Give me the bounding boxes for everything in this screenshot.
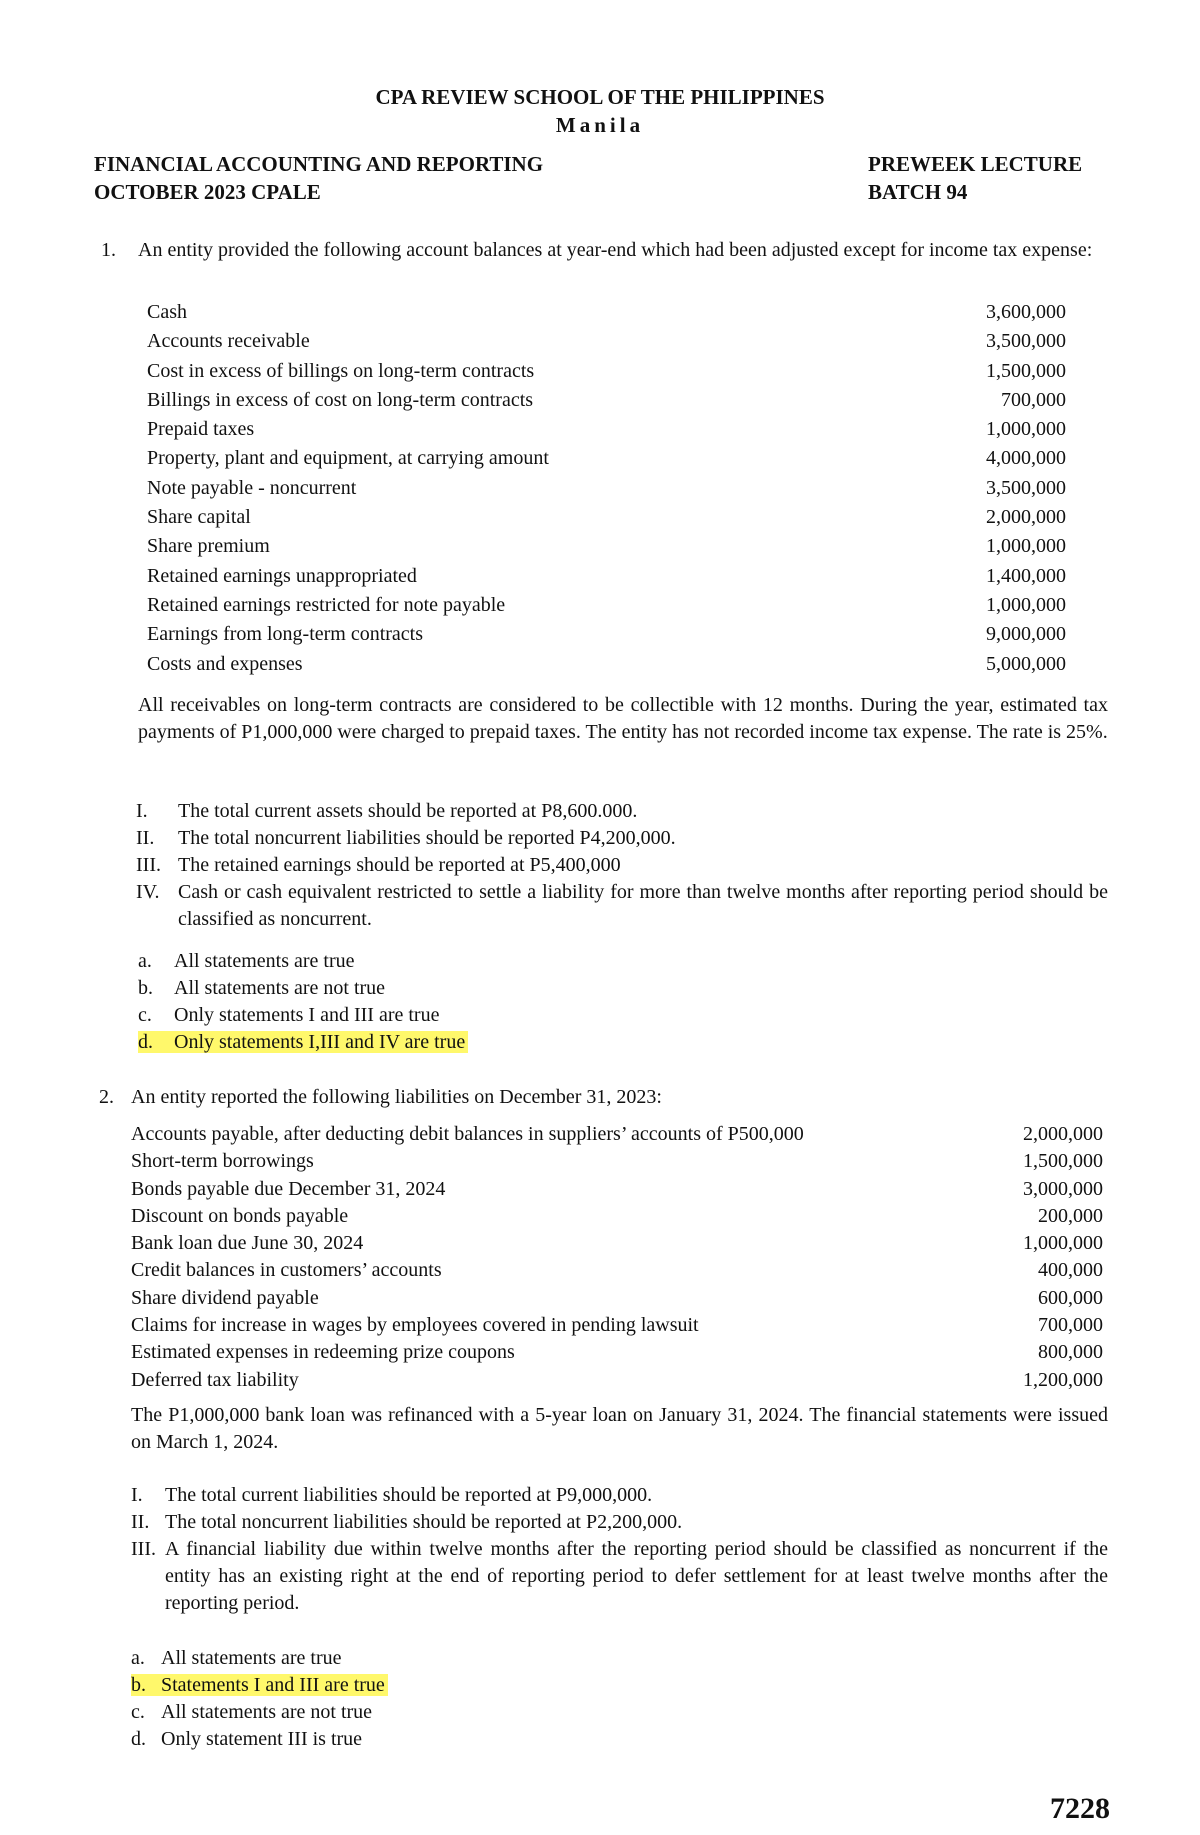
statement-roman: II. [136, 827, 155, 849]
statement-text: The total noncurrent liabilities should be reported at P2,200,000. [165, 1511, 683, 1533]
liability-label: Accounts payable, after deducting debit balances in suppliers’ accounts of P500,000 [131, 1123, 804, 1145]
table-row [147, 591, 1066, 620]
statement-text: The retained earnings should be reported at P5,400,000 [178, 854, 621, 876]
account-amount: 5,000,000 [986, 652, 1066, 675]
account-label: Property, plant and equipment, at carrying amount [147, 447, 549, 470]
liability-amount: 1,000,000 [1023, 1232, 1103, 1255]
subject-title: FINANCIAL ACCOUNTING AND REPORTING [94, 152, 544, 176]
answer-highlight [131, 1674, 388, 1696]
choice-letter: a. [138, 950, 152, 972]
liability-label: Bonds payable due December 31, 2024 [131, 1177, 446, 1200]
choice-text: Only statements I,III and IV are true [174, 1031, 466, 1053]
table-row [147, 415, 1066, 444]
q2-choices [131, 1645, 388, 1753]
choice-text: All statements are true [161, 1647, 342, 1669]
account-label: Note payable - noncurrent [147, 476, 357, 499]
q2-intro: An entity reported the following liabilities on December 31, 2023: [131, 1086, 662, 1108]
statement-roman: II. [131, 1511, 150, 1533]
account-label: Share premium [147, 535, 270, 558]
choice-letter: a. [131, 1647, 145, 1669]
account-label: Cost in excess of billings on long-term contracts [147, 359, 535, 382]
choice-a[interactable] [131, 1645, 388, 1672]
liability-label: Credit balances in customers’ accounts [131, 1259, 442, 1282]
table-row [131, 1257, 1103, 1284]
account-amount: 1,500,000 [986, 359, 1066, 382]
choice-text: Only statement III is true [161, 1728, 363, 1750]
table-row [131, 1203, 1103, 1230]
list-item [131, 1536, 1108, 1617]
table-row [147, 327, 1066, 356]
account-label: Retained earnings restricted for note payable [147, 593, 506, 616]
choice-letter: c. [131, 1701, 145, 1723]
liability-amount: 3,000,000 [1023, 1177, 1103, 1200]
q1-statements [136, 798, 1108, 933]
table-row [147, 386, 1066, 415]
liability-amount: 2,000,000 [1023, 1123, 1103, 1145]
table-row [147, 298, 1066, 327]
liability-label: Claims for increase in wages by employees covered in pending lawsuit [131, 1314, 699, 1337]
account-label: Accounts receivable [147, 330, 310, 353]
account-label: Prepaid taxes [147, 418, 255, 441]
liability-label: Bank loan due June 30, 2024 [131, 1232, 364, 1255]
statement-text: The total noncurrent liabilities should be reported P4,200,000. [178, 827, 676, 849]
table-row [131, 1312, 1103, 1339]
q1-accounts-table [147, 298, 1066, 679]
lecture-title: PREWEEK LECTURE [868, 152, 1083, 176]
page-number: 7228 [1050, 1792, 1110, 1825]
account-amount: 1,000,000 [986, 535, 1066, 558]
table-row [147, 444, 1066, 473]
q1-number: 1. [101, 239, 116, 261]
liability-amount: 800,000 [1038, 1341, 1103, 1364]
liability-amount: 400,000 [1038, 1259, 1103, 1282]
choice-a[interactable] [138, 948, 468, 975]
account-amount: 3,500,000 [986, 330, 1066, 353]
choice-b-correct[interactable] [131, 1672, 388, 1699]
choice-text: All statements are not true [174, 977, 386, 999]
account-label: Share capital [147, 506, 251, 529]
statement-roman: III. [136, 854, 161, 876]
liability-label: Deferred tax liability [131, 1368, 299, 1391]
choice-text: Only statements I and III are true [174, 1004, 440, 1026]
q1-intro: An entity provided the following account balances at year-end which had been adjusted except for income tax expense: [138, 239, 1093, 261]
table-row [131, 1148, 1103, 1175]
liability-amount: 200,000 [1038, 1204, 1103, 1227]
account-label: Costs and expenses [147, 652, 303, 675]
table-row [131, 1121, 1103, 1148]
table-row [131, 1339, 1103, 1366]
list-item [131, 1509, 1108, 1536]
choice-letter: d. [131, 1728, 146, 1750]
choice-text: Statements I and III are true [161, 1674, 385, 1696]
account-amount: 1,000,000 [986, 593, 1066, 616]
choice-text: All statements are not true [161, 1701, 373, 1723]
statement-text: Cash or cash equivalent restricted to settle a liability for more than twelve months after reporting period should be classified as noncurrent. [178, 881, 1108, 930]
table-row [131, 1367, 1103, 1394]
answer-highlight [138, 1031, 468, 1053]
liability-label: Short-term borrowings [131, 1150, 314, 1173]
q2-number: 2. [99, 1086, 114, 1108]
table-row [147, 503, 1066, 532]
list-item [136, 798, 1108, 825]
q1-note: All receivables on long-term contracts are considered to be collectible with 12 months. During the year, estimated tax payments of P1,000,000 were charged to prepaid taxes. The entity has not recorded income tax expense. The rate is 25%. [138, 694, 1108, 743]
choice-c[interactable] [138, 1002, 468, 1029]
table-row [147, 650, 1066, 679]
choice-c[interactable] [131, 1699, 388, 1726]
table-row [147, 474, 1066, 503]
choice-b[interactable] [138, 975, 468, 1002]
choice-letter: b. [138, 977, 153, 999]
exam-title: OCTOBER 2023 CPALE [94, 180, 321, 204]
liability-amount: 600,000 [1038, 1286, 1103, 1309]
statement-text: The total current assets should be reported at P8,600.000. [178, 800, 638, 822]
choice-letter: d. [138, 1031, 153, 1053]
liability-amount: 1,200,000 [1023, 1368, 1103, 1391]
statement-roman: III. [131, 1538, 156, 1560]
choice-letter: b. [131, 1674, 146, 1696]
table-row [147, 562, 1066, 591]
statement-roman: IV. [136, 881, 160, 903]
statement-text: The total current liabilities should be reported at P9,000,000. [165, 1484, 653, 1506]
batch-title: BATCH 94 [868, 180, 968, 204]
liability-amount: 700,000 [1038, 1314, 1103, 1337]
table-row [147, 532, 1066, 561]
choice-d-correct[interactable] [138, 1029, 468, 1056]
list-item [131, 1482, 1108, 1509]
account-amount: 3,600,000 [986, 301, 1066, 323]
table-row [131, 1230, 1103, 1257]
table-row [147, 357, 1066, 386]
table-row [131, 1285, 1103, 1312]
statement-text: A financial liability due within twelve months after the reporting period should be classified as noncurrent if the entity has an existing right at the end of reporting period to defer settlement for at least twelve months after the reporting period. [165, 1538, 1108, 1614]
statement-roman: I. [136, 800, 148, 822]
table-row [131, 1176, 1103, 1203]
account-amount: 4,000,000 [986, 447, 1066, 470]
account-label: Retained earnings unappropriated [147, 564, 417, 587]
choice-letter: c. [138, 1004, 152, 1026]
school-name: CPA REVIEW SCHOOL OF THE PHILIPPINES [375, 85, 825, 109]
account-amount: 1,400,000 [986, 564, 1066, 587]
account-amount: 3,500,000 [986, 476, 1066, 499]
q1-choices [138, 948, 468, 1056]
liability-label: Estimated expenses in redeeming prize coupons [131, 1341, 515, 1364]
school-city: Manila [555, 113, 645, 137]
account-label: Earnings from long-term contracts [147, 623, 424, 646]
liability-amount: 1,500,000 [1023, 1150, 1103, 1173]
list-item [136, 852, 1108, 879]
list-item [136, 879, 1108, 933]
q2-liabilities-table [131, 1121, 1103, 1394]
choice-d[interactable] [131, 1726, 388, 1753]
account-amount: 2,000,000 [986, 506, 1066, 529]
q2-statements [131, 1482, 1108, 1617]
account-amount: 1,000,000 [986, 418, 1066, 441]
liability-label: Share dividend payable [131, 1286, 319, 1309]
account-amount: 700,000 [1001, 388, 1066, 411]
table-row [147, 620, 1066, 649]
liability-label: Discount on bonds payable [131, 1204, 349, 1227]
account-label: Cash [147, 301, 187, 323]
account-label: Billings in excess of cost on long-term contracts [147, 388, 534, 411]
list-item [136, 825, 1108, 852]
choice-text: All statements are true [174, 950, 355, 972]
account-amount: 9,000,000 [986, 623, 1066, 646]
statement-roman: I. [131, 1484, 143, 1506]
q2-note: The P1,000,000 bank loan was refinanced with a 5-year loan on January 31, 2024. The financial statements were issued on March 1, 2024. [131, 1404, 1108, 1453]
